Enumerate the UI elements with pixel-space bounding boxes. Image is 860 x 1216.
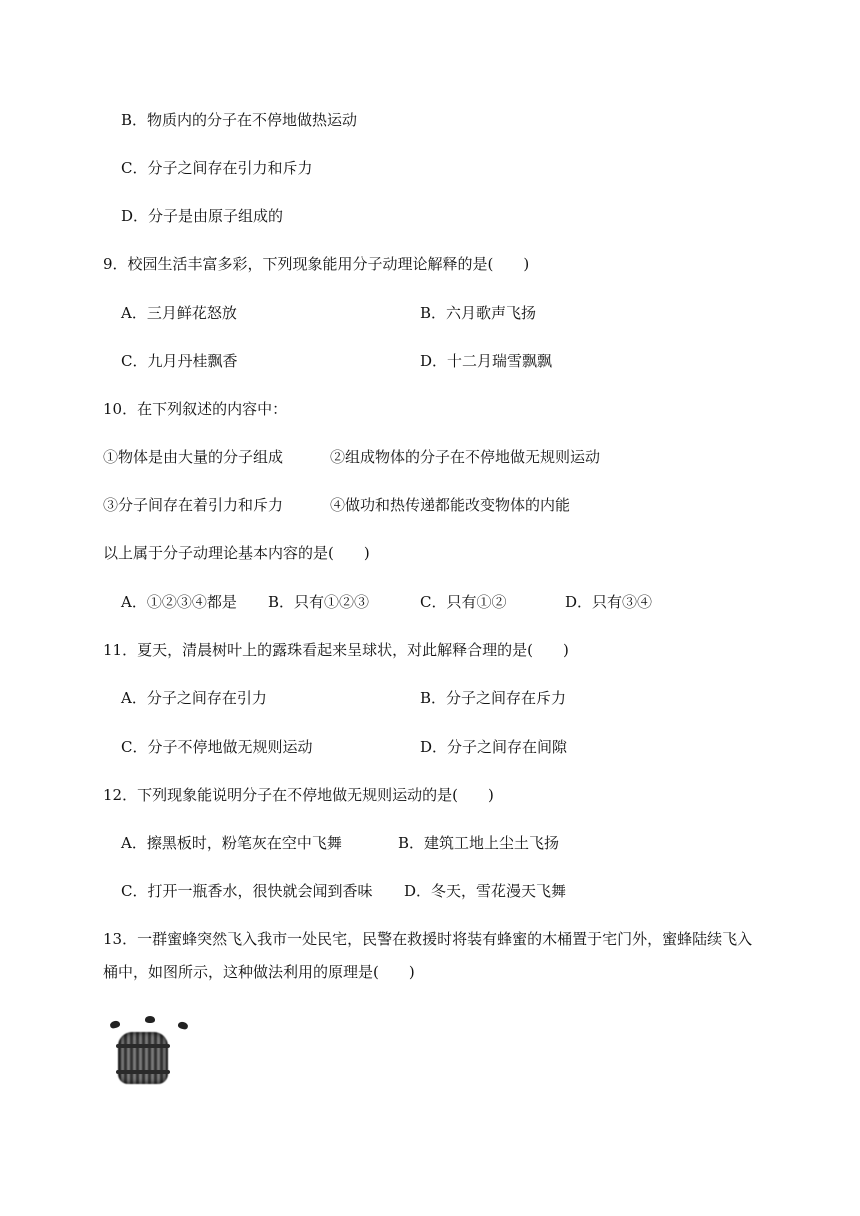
barrel-icon bbox=[118, 1032, 168, 1084]
q9-option-c: C．九月丹桂飘香 bbox=[121, 352, 238, 370]
q10-item-2: ②组成物体的分子在不停地做无规则运动 bbox=[330, 448, 601, 466]
q12-option-c: C．打开一瓶香水，很快就会闻到香味 bbox=[121, 882, 373, 900]
q11-option-c: C．分子不停地做无规则运动 bbox=[121, 738, 313, 756]
q10-question: 以上属于分子动理论基本内容的是( ) bbox=[103, 544, 370, 562]
q8-option-c: C．分子之间存在引力和斥力 bbox=[121, 159, 313, 177]
q9-option-b: B．六月歌声飞扬 bbox=[420, 304, 537, 322]
q8-option-b: B．物质内的分子在不停地做热运动 bbox=[121, 111, 358, 129]
q11-option-d: D．分子之间存在间隙 bbox=[420, 738, 568, 756]
q10-item-4: ④做功和热传递都能改变物体的内能 bbox=[330, 496, 571, 514]
q10-stem: 10．在下列叙述的内容中： bbox=[103, 400, 288, 418]
q12-option-b: B．建筑工地上尘土飞扬 bbox=[398, 834, 560, 852]
q9-option-a: A．三月鲜花怒放 bbox=[121, 304, 237, 322]
bee-icon bbox=[177, 1021, 188, 1030]
q9-stem: 9．校园生活丰富多彩，下列现象能用分子动理论解释的是( ) bbox=[103, 255, 530, 273]
q10-option-d: D．只有③④ bbox=[565, 593, 653, 611]
q13-stem-line-1: 13．一群蜜蜂突然飞入我市一处民宅，民警在救援时将装有蜂蜜的木桶置于宅门外，蜜蜂陆续飞入 bbox=[103, 930, 753, 948]
bee-icon bbox=[145, 1016, 155, 1023]
q10-item-3: ③分子间存在着引力和斥力 bbox=[103, 496, 284, 514]
q12-option-d: D．冬天，雪花漫天飞舞 bbox=[404, 882, 567, 900]
q10-option-a: A．①②③④都是 bbox=[121, 593, 237, 611]
q11-option-b: B．分子之间存在斥力 bbox=[420, 689, 567, 707]
q9-option-d: D．十二月瑞雪飘飘 bbox=[420, 352, 553, 370]
q10-option-c: C．只有①② bbox=[420, 593, 507, 611]
bee-icon bbox=[109, 1020, 120, 1029]
q12-stem: 12．下列现象能说明分子在不停地做无规则运动的是( ) bbox=[103, 786, 494, 804]
q12-option-a: A．擦黑板时，粉笔灰在空中飞舞 bbox=[121, 834, 342, 852]
q8-option-d: D．分子是由原子组成的 bbox=[121, 207, 284, 225]
q11-stem: 11．夏天，清晨树叶上的露珠看起来呈球状，对此解释合理的是( ) bbox=[103, 641, 569, 659]
barrel-band bbox=[116, 1044, 170, 1048]
q10-option-b: B．只有①②③ bbox=[268, 593, 370, 611]
q10-item-1: ①物体是由大量的分子组成 bbox=[103, 448, 284, 466]
q11-option-a: A．分子之间存在引力 bbox=[121, 689, 267, 707]
barrel-band bbox=[116, 1070, 170, 1074]
q13-stem-line-2: 桶中，如图所示，这种做法利用的原理是( ) bbox=[103, 963, 415, 981]
